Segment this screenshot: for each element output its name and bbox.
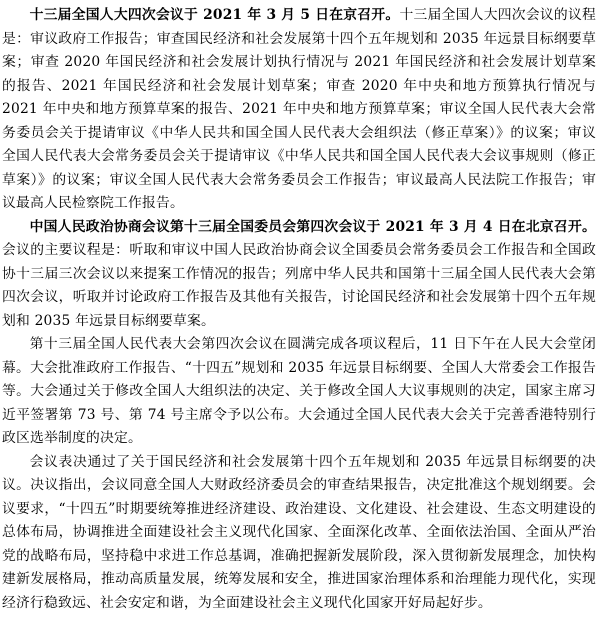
paragraph-text: 会议表决通过了关于国民经济和社会发展第十四个五年规划和 2035 年远景目标纲要的决议。决议指出，会议同意全国人大财政经济委员会的审查结果报告，决定批准这个规划纲要。会议要求，“十四五”时期要统筹推进经济建设、政治建设、文化建设、社会建设、生态文明建设的总体布局，协调推进全面建设社会主义现代化国家、全面深化改革、全面依法治国、全面从严治党的战略布局，坚持稳中求进工作总基调，准确把握新发展阶段，深入贯彻新发展理念，加快构建新发展格局，推动高质量发展，统筹发展和安全，推进国家治理体系和治理能力现代化，实现经济行稳致远、社会安定和谐，为全面建设社会主义现代化国家开好局起好步。 [2, 453, 596, 611]
paragraph-npc-session [0, 4, 596, 216]
paragraph-lead: 中国人民政治协商会议第十三届全国委员会第四次会议于 2021 年 3 月 4 日在北京召开。 [29, 218, 596, 235]
article-body [0, 4, 596, 615]
paragraph-five-year-plan-resolution [0, 451, 596, 616]
paragraph-cppcc-session [0, 216, 596, 334]
paragraph-text: 会议的主要议程是：听取和审议中国人民政治协商会议全国委员会常务委员会工作报告和全国政协十三届三次会议以来提案工作情况的报告；列席中华人民共和国第十三届全国人民代表大会第四次会议，听取并讨论政府工作报告及其他有关报告，讨论国民经济和社会发展第十四个五年规划和 2035 年远景目标纲要草案。 [2, 242, 596, 329]
paragraph-text: 十三届全国人大四次会议的议程是：审议政府工作报告；审查国民经济和社会发展第十四个五年规划和 2035 年远景目标纲要草案；审查 2020 年国民经济和社会发展计划执行情况与 2021 年国民经济和社会发展计划草案的报告、2021 年国民经济和社会发展计划草案；审查 2020 年中央和地方预算执行情况与 2021 年中央和地方预算草案的报告、2021 年中央和地方预算草案；审议全国人民代表大会常务委员会关于提请审议《中华人民共和国全国人民代表大会组织法（修正草案）》的议案；审议全国人民代表大会常务委员会关于提请审议《中华人民共和国全国人民代表大会议事规则（修正草案）》的议案；审议全国人民代表大会常务委员会工作报告；审议最高人民法院工作报告；审议最高人民检察院工作报告。 [2, 7, 596, 211]
paragraph-npc-closing [0, 333, 596, 451]
paragraph-lead: 十三届全国人大四次会议于 2021 年 3 月 5 日在京召开。 [29, 7, 400, 23]
paragraph-text: 第十三届全国人民代表大会第四次会议在圆满完成各项议程后，11 日下午在人民大会堂闭幕。大会批准政府工作报告、“十四五”规划和 2035 年远景目标纲要、全国人大常委会工作报告等。大会通过关于修改全国人大组织法的决定、关于修改全国人大议事规则的决定，国家主席习近平签署第 73 号、第 74 号主席令予以公布。大会通过全国人民代表大会关于完善香港特别行政区选举制度的决定。 [2, 336, 596, 446]
